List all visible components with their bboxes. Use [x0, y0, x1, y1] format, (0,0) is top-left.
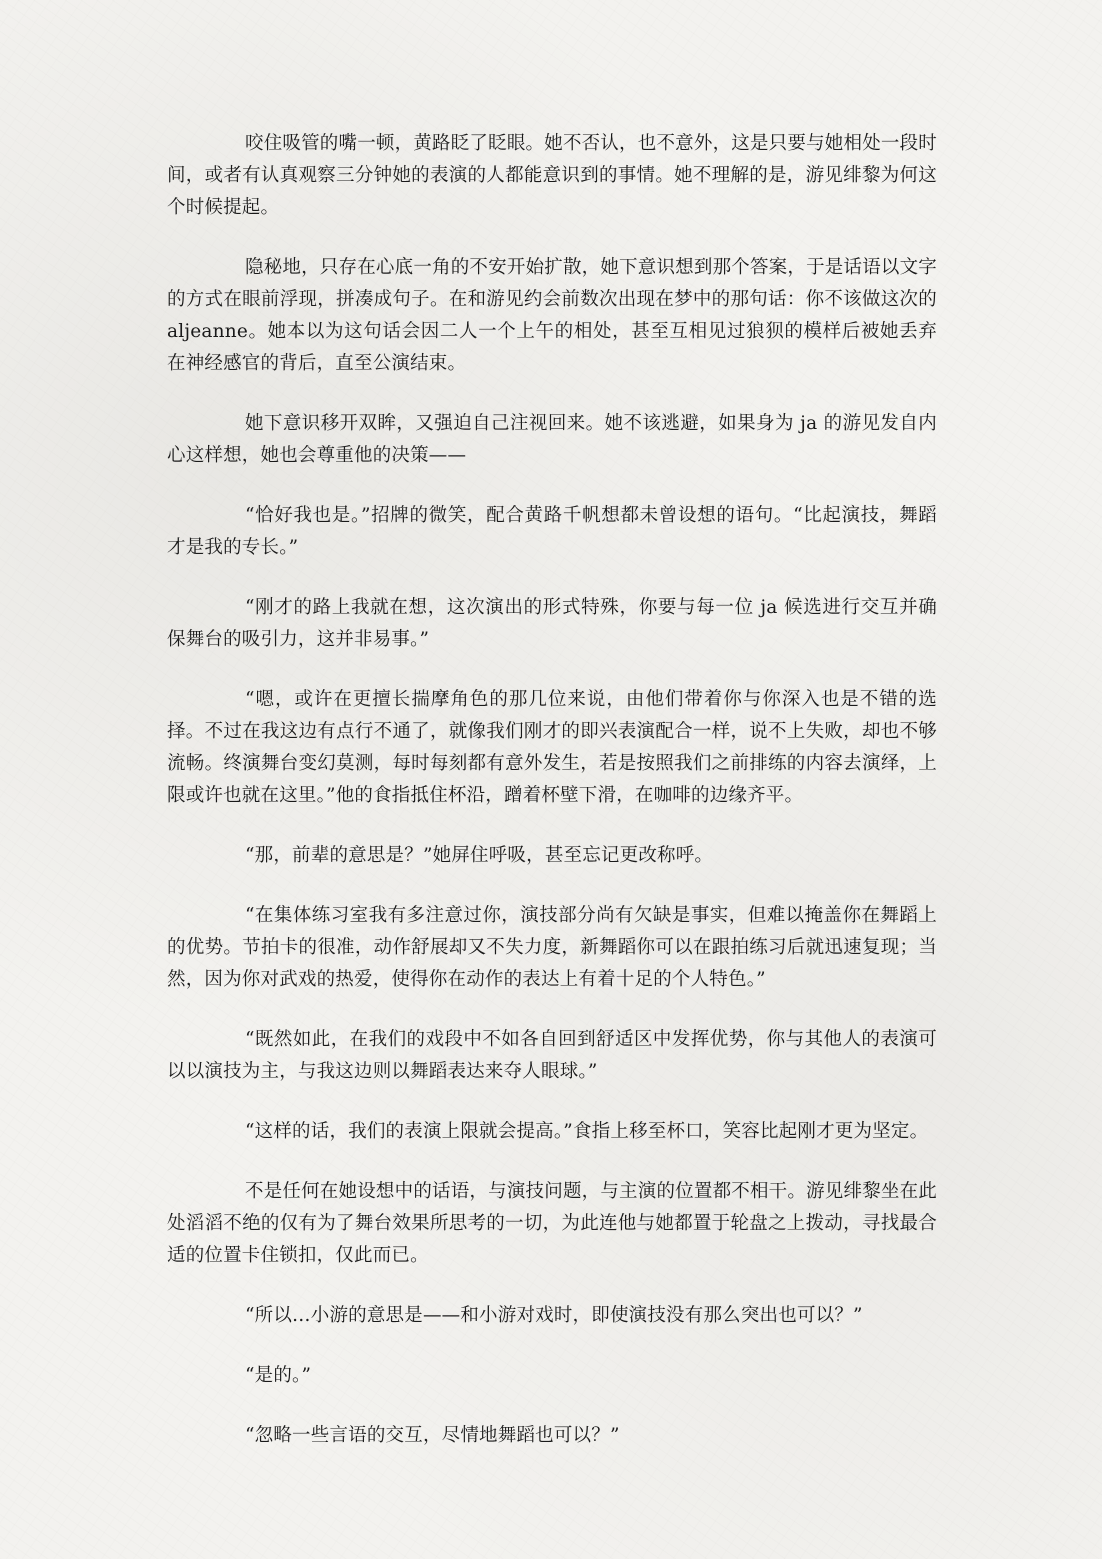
paragraph-11: 不是任何在她设想中的话语，与演技问题，与主演的位置都不相干。游见绯黎坐在此处滔滔不绝的仅有为了舞台效果所思考的一切，为此连他与她都置于轮盘之上拨动，寻找最合适的位置卡住锁扣，仅此而已。 [167, 1181, 937, 1266]
paragraph-2: 隐秘地，只存在心底一角的不安开始扩散，她下意识想到那个答案，于是话语以文字的方式在眼前浮现，拼凑成句子。在和游见约会前数次出现在梦中的那句话：你不该做这次的 aljeanne。她本以为这句话会因二人一个上午的相处，甚至互相见过狼狈的模样后被她丢弃在神经感官的背后，直至公演结束。 [167, 257, 937, 374]
paragraph-6: “嗯，或许在更擅长揣摩角色的那几位来说，由他们带着你与你深入也是不错的选择。不过在我这边有点行不通了，就像我们刚才的即兴表演配合一样，说不上失败，却也不够流畅。终演舞台变幻莫测，每时每刻都有意外发生，若是按照我们之前排练的内容去演绎，上限或许也就在这里。”他的食指抵住杯沿，蹭着杯壁下滑，在咖啡的边缘齐平。 [167, 689, 937, 806]
text-body [167, 128, 937, 1480]
paragraph-7: “那，前辈的意思是？”她屏住呼吸，甚至忘记更改称呼。 [245, 845, 714, 866]
paragraph-14: “忽略一些言语的交互，尽情地舞蹈也可以？” [245, 1425, 620, 1446]
paragraph-12: “所以…小游的意思是——和小游对戏时，即使演技没有那么突出也可以？” [245, 1305, 863, 1326]
paragraph-1: 咬住吸管的嘴一顿，黄路眨了眨眼。她不否认，也不意外，这是只要与她相处一段时间，或者有认真观察三分钟她的表演的人都能意识到的事情。她不理解的是，游见绯黎为何这个时候提起。 [167, 133, 937, 218]
paragraph-8: “在集体练习室我有多注意过你，演技部分尚有欠缺是事实，但难以掩盖你在舞蹈上的优势。节拍卡的很准，动作舒展却又不失力度，新舞蹈你可以在跟拍练习后就迅速复现；当然，因为你对武戏的热爱，使得你在动作的表达上有着十足的个人特色。” [167, 905, 937, 990]
paragraph-4: “恰好我也是。”招牌的微笑，配合黄路千帆想都未曾设想的语句。“比起演技，舞蹈才是我的专长。” [167, 505, 937, 558]
paragraph-3: 她下意识移开双眸，又强迫自己注视回来。她不该逃避，如果身为 ja 的游见发自内心这样想，她也会尊重他的决策—— [167, 413, 937, 466]
paragraph-10: “这样的话，我们的表演上限就会提高。”食指上移至杯口，笑容比起刚才更为坚定。 [245, 1121, 929, 1142]
paragraph-13: “是的。” [245, 1365, 312, 1386]
paragraph-9: “既然如此，在我们的戏段中不如各自回到舒适区中发挥优势，你与其他人的表演可以以演技为主，与我这边则以舞蹈表达来夺人眼球。” [167, 1029, 937, 1082]
paragraph-5: “刚才的路上我就在想，这次演出的形式特殊，你要与每一位 ja 候选进行交互并确保舞台的吸引力，这并非易事。” [167, 597, 937, 650]
